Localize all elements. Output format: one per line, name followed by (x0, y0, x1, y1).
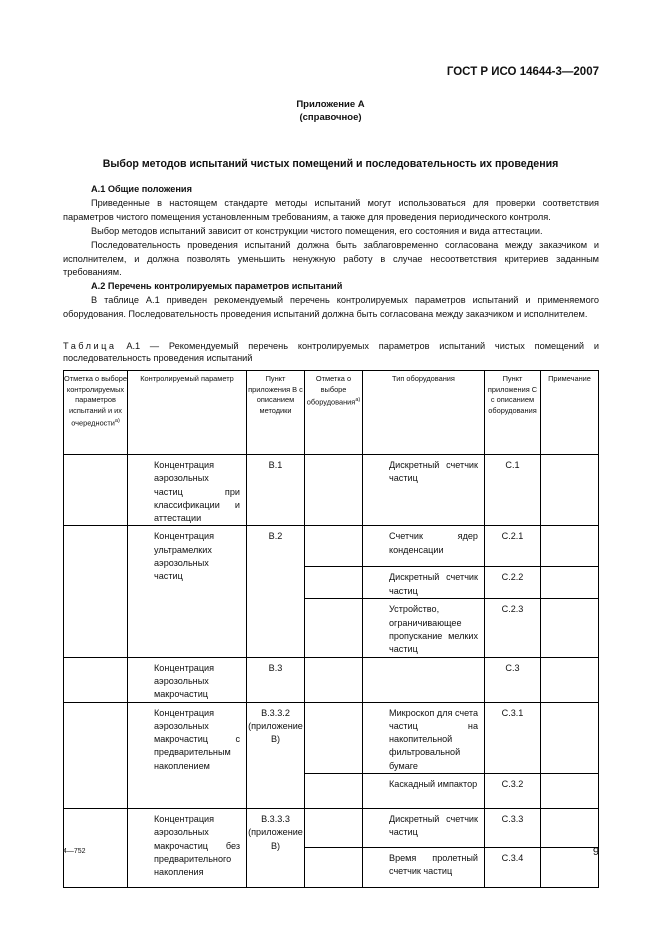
equipment-selection-cell (305, 526, 363, 567)
header-parameter: Контролируемый параметр (128, 371, 247, 455)
equipment-clause-cell: С.2.1 (485, 526, 541, 567)
parameter-cell: Концентрация аэрозольных макрочастиц с предварительным накоплением (128, 702, 247, 808)
appendix-heading (0, 98, 661, 124)
method-clause-cell: В.2 (247, 526, 305, 657)
table-header-row (64, 371, 599, 455)
header-selection-mark: Отметка о выборе контролируемых параметров испытаний и их очередности$^{а)}$ (64, 371, 128, 455)
equipment-selection-cell (305, 455, 363, 526)
table-row (64, 526, 599, 567)
method-clause-cell: В.3.3.2 (приложение В) (247, 702, 305, 808)
equipment-selection-cell (305, 657, 363, 702)
equipment-selection-cell (305, 809, 363, 848)
paragraph: В таблице А.1 приведен рекомендуемый перечень контролируемых параметров испытаний и применяемого оборудования. Последовательность проведения испытаний должна быть согласована между заказчиком и исполнителем. (63, 295, 599, 320)
equipment-type-cell: Дискретный счетчик частиц (363, 567, 485, 599)
print-code: 4—752 (63, 848, 86, 855)
equipment-type-cell: Счетчик ядер конденсации (363, 526, 485, 567)
equipment-type-cell: Микроскоп для счета частиц на накопительной фильтровальной бумаге (363, 702, 485, 773)
section-a2-heading: А.2 Перечень контролируемых параметров испытаний (91, 281, 343, 292)
equipment-selection-cell (305, 599, 363, 657)
equipment-type-cell: Устройство, ограничивающее пропускание мелких частиц (363, 599, 485, 657)
note-cell (541, 455, 599, 526)
note-cell (541, 599, 599, 657)
parameter-cell: Концентрация ультрамелких аэрозольных частиц (128, 526, 247, 657)
paragraph: Выбор методов испытаний зависит от конструкции чистого помещения, его состояния и вида аттестации. (91, 225, 543, 236)
equipment-table (63, 370, 599, 888)
appendix-title: Выбор методов испытаний чистых помещений и последовательность их проведения (102, 158, 559, 170)
standard-number: ГОСТ Р ИСО 14644-3—2007 (446, 66, 599, 78)
equipment-selection-cell (305, 702, 363, 773)
equipment-clause-cell: С.3 (485, 657, 541, 702)
table-caption-text: А.1 — Рекомендуемый перечень контролируемых параметров испытаний чистых помещений и последовательность проведения испытаний (63, 341, 599, 363)
note-cell (541, 702, 599, 773)
selection-mark-cell (64, 455, 128, 526)
equipment-clause-cell: С.1 (485, 455, 541, 526)
table-body (64, 455, 599, 888)
note-cell (541, 774, 599, 809)
equipment-type-cell: Каскадный импактор (363, 774, 485, 809)
note-cell (541, 809, 599, 848)
header-equipment-type: Тип оборудования (363, 371, 485, 455)
table-caption-label: Таблица (63, 341, 117, 351)
equipment-clause-cell: С.3.4 (485, 848, 541, 888)
equipment-clause-cell: С.2.3 (485, 599, 541, 657)
appendix-label: Приложение А (296, 99, 365, 110)
table-row (64, 702, 599, 773)
method-clause-cell: В.3 (247, 657, 305, 702)
page-number: 9 (592, 846, 599, 858)
header-note: Примечание (541, 371, 599, 455)
note-cell (541, 526, 599, 567)
paragraph: Приведенные в настоящем стандарте методы испытаний могут использоваться для проверки соответствия параметров чистого помещения установленным требованиям, а также для проведения периодического контроля. (63, 197, 599, 222)
equipment-type-cell: Дискретный счетчик частиц (363, 809, 485, 848)
equipment-type-cell (363, 657, 485, 702)
parameter-cell: Концентрация аэрозольных макрочастиц (128, 657, 247, 702)
section-a1-heading: А.1 Общие положения (91, 184, 192, 194)
note-cell (541, 657, 599, 702)
parameter-cell: Концентрация аэрозольных частиц при классификации и аттестации (128, 455, 247, 526)
equipment-clause-cell: С.3.2 (485, 774, 541, 809)
note-cell (541, 848, 599, 888)
note-cell (541, 567, 599, 599)
equipment-selection-cell (305, 774, 363, 809)
selection-mark-cell (64, 526, 128, 657)
method-clause-cell: В.1 (247, 455, 305, 526)
selection-mark-cell (64, 702, 128, 808)
paragraph: Последовательность проведения испытаний должна быть заблаговременно согласована между заказчиком и исполнителем, и должна позволять уменьшить ненужную работу в случае несоответствия критериев заданным требованиям. (63, 239, 599, 278)
equipment-clause-cell: С.2.2 (485, 567, 541, 599)
method-clause-cell: В.3.3.3 (приложение В) (247, 809, 305, 888)
appendix-type: (справочное) (299, 112, 362, 123)
selection-mark-cell (64, 657, 128, 702)
table-row (64, 657, 599, 702)
header-equipment-clause: Пункт приложения С с описанием оборудования (485, 371, 541, 455)
body-text (63, 183, 599, 322)
table-row (64, 455, 599, 526)
table-row (64, 809, 599, 848)
table-caption (63, 340, 599, 364)
equipment-selection-cell (305, 848, 363, 888)
parameter-cell: Концентрация аэрозольных макрочастиц без предварительного накопления (128, 809, 247, 888)
equipment-clause-cell: С.3.1 (485, 702, 541, 773)
header-equipment-selection: Отметка о выборе оборудования$^{а)}$ (305, 371, 363, 455)
header-method-clause: Пункт приложения В с описанием методики (247, 371, 305, 455)
equipment-clause-cell: С.3.3 (485, 809, 541, 848)
equipment-selection-cell (305, 567, 363, 599)
equipment-type-cell: Дискретный счетчик частиц (363, 455, 485, 526)
equipment-type-cell: Время пролетный счетчик частиц (363, 848, 485, 888)
